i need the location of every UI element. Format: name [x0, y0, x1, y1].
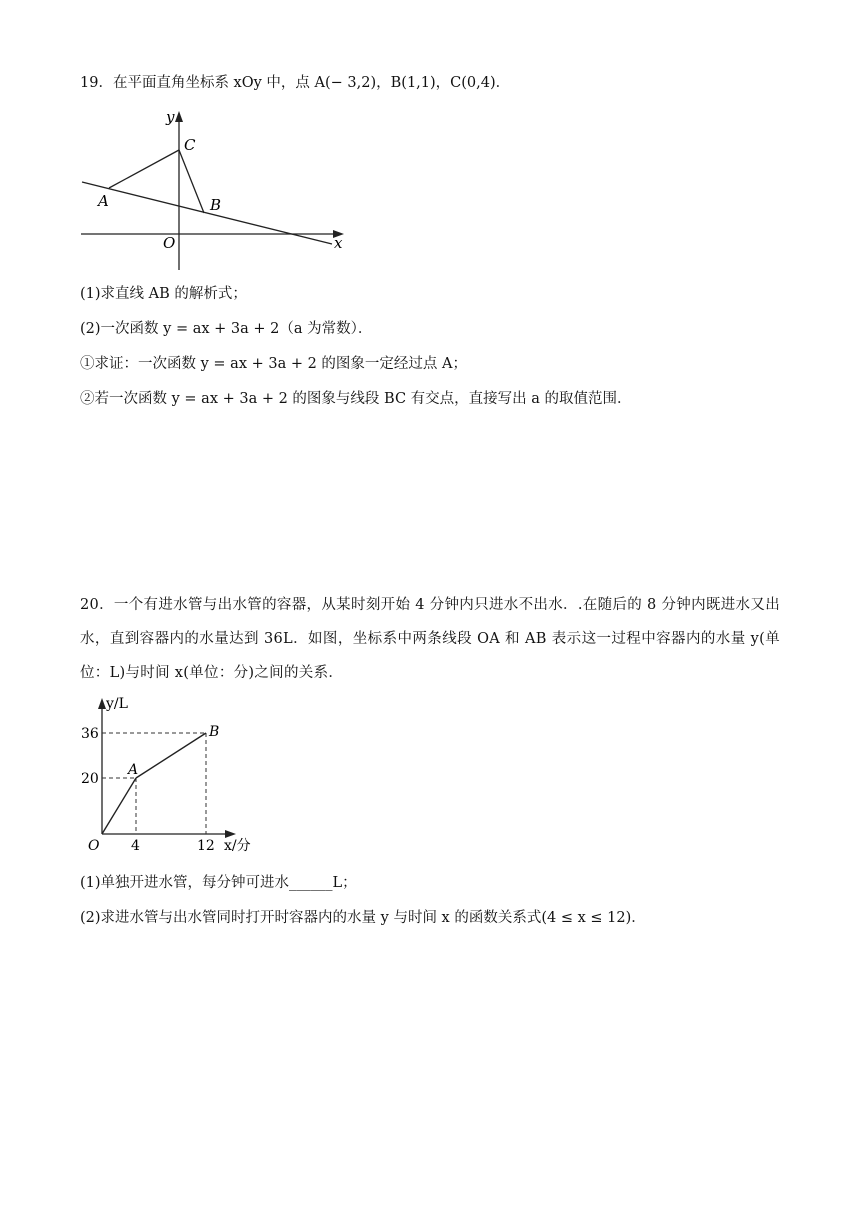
q20-label-x-axis: x/分	[224, 838, 251, 854]
q19-label-x: x	[334, 234, 343, 252]
q19-line-AB	[82, 182, 332, 244]
q19-segment-BC	[179, 150, 204, 213]
q19-part2: (2)一次函数 y = ax + 3a + 2（a 为常数）．	[80, 321, 373, 337]
q20-y-arrow	[98, 698, 106, 709]
q19-figure	[76, 104, 356, 276]
q20-tick-4: 4	[131, 838, 140, 854]
q19-part2-1: ①求证：一次函数 y = ax + 3a + 2 的图象一定经过点 A；	[80, 356, 468, 372]
q19-part1: (1)求直线 AB 的解析式；	[80, 286, 247, 302]
q19-header: 19．在平面直角坐标系 xOy 中，点 A(− 3,2)，B(1,1)，C(0,4)．	[80, 75, 511, 91]
q20-part2: (2)求进水管与出水管同时打开时容器内的水量 y 与时间 x 的函数关系式(4 ≤ x ≤ 12)．	[80, 910, 646, 926]
q19-y-arrow	[175, 111, 183, 122]
q20-part1: (1)单独开进水管，每分钟可进水______L；	[80, 875, 357, 891]
q19-label-A: A	[98, 192, 109, 210]
q20-segment-OA	[102, 778, 136, 834]
q19-part2-2: ②若一次函数 y = ax + 3a + 2 的图象与线段 BC 有交点，直接写出 a 的取值范围．	[80, 391, 632, 407]
q20-x-arrow	[225, 830, 236, 838]
q20-tick-20: 20	[81, 771, 99, 787]
q20-text: 20．一个有进水管与出水管的容器，从某时刻开始 4 分钟内只进水不出水．.在随后的 8 分钟内既进水又出水，直到容器内的水量达到 36L．如图，坐标系中两条线段 OA 和 AB 表示这一过程中容器内的水量 y(单位：L)与时间 x(单位：分)之间的关系．	[80, 597, 780, 681]
q19-label-y: y	[166, 108, 175, 126]
q20-tick-12: 12	[197, 838, 215, 854]
q20-label-O: O	[88, 838, 100, 854]
q20-graph	[76, 690, 296, 860]
q20-tick-36: 36	[81, 726, 99, 742]
q19-segment-AC	[109, 150, 179, 188]
q20-label-A: A	[128, 762, 139, 778]
q19-label-B: B	[210, 196, 222, 214]
q20-label-y-axis: y/L	[106, 696, 128, 712]
q19-label-O: O	[163, 234, 176, 252]
q20-label-B: B	[209, 724, 220, 740]
q19-label-C: C	[184, 136, 196, 154]
q20-segment-AB	[136, 733, 206, 778]
